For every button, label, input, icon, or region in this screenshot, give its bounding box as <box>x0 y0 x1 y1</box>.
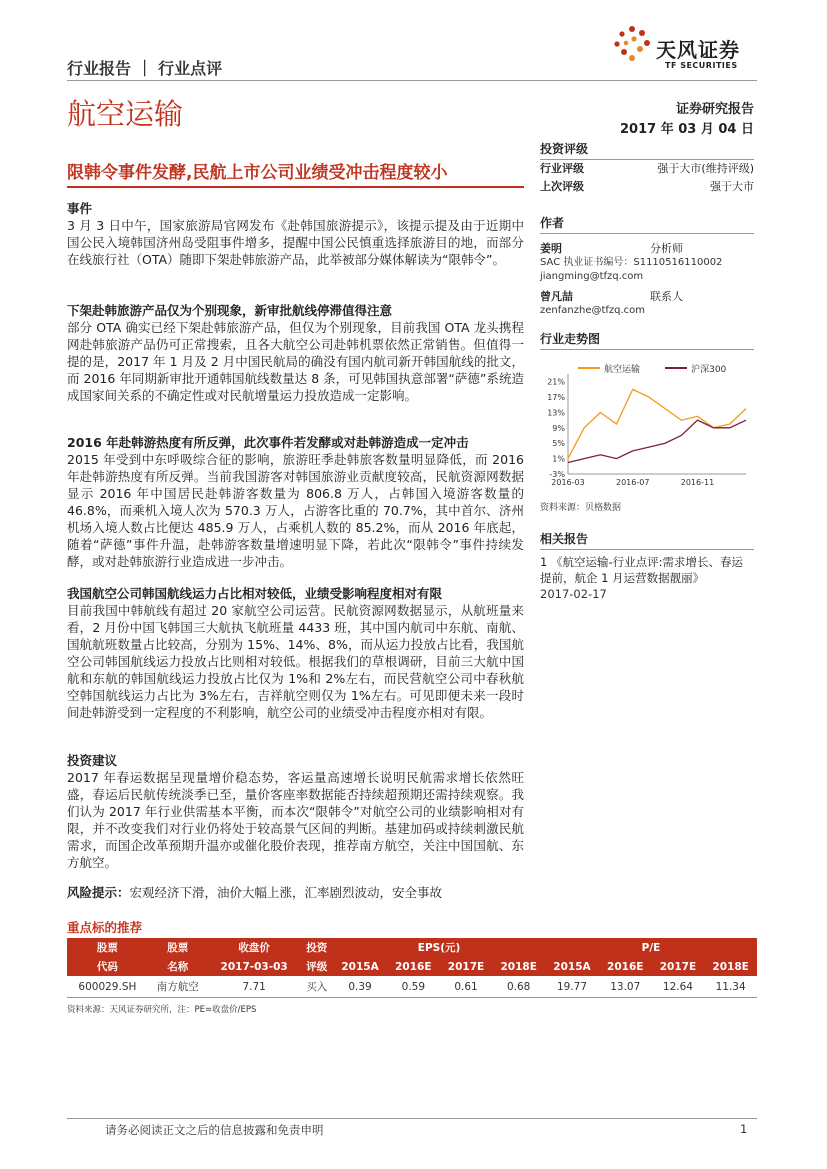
table-cell: 600029.SH <box>67 976 148 998</box>
trend-chart <box>540 352 754 497</box>
section-capacity <box>67 585 524 721</box>
author-email[interactable]: zenfanzhe@tfzq.com <box>540 305 646 316</box>
table-cell: 南方航空 <box>148 976 208 998</box>
table-cell: 0.61 <box>440 976 493 998</box>
section-heading: 投资建议 <box>67 753 118 768</box>
table-header: 股票 <box>148 938 208 957</box>
table-header: 2017E <box>440 957 493 976</box>
tf-logo-icon <box>612 24 654 66</box>
table-cell: 13.07 <box>599 976 652 998</box>
stocks-table <box>67 938 757 998</box>
table-header: 2016E <box>599 957 652 976</box>
table-header: 2017-03-03 <box>208 957 301 976</box>
x-tick-label: 2016-11 <box>680 478 715 487</box>
author-card <box>540 240 754 284</box>
author-name: 姜明 <box>540 242 562 255</box>
author-name-row <box>540 240 754 256</box>
previous-rating-row <box>540 178 754 196</box>
section-text: 3 月 3 日中午，国家旅游局官网发布《赴韩国旅游提示》，该提示提及由于近期中国公民入境韩国济州岛受阻事件增多，提醒中国公民慎重选择旅游目的地，而部分在线旅行社（OTA）随即下架赴韩旅游产品，此举被部分媒体解读为“限韩令”。 <box>67 218 524 267</box>
table-note: 资料来源：天风证券研究所，注：PE=收盘价/EPS <box>67 1005 257 1015</box>
author-cert: SAC 执业证书编号：S1110516110002 <box>540 257 723 268</box>
author-role: 联系人 <box>650 290 683 303</box>
legend-label: 沪深300 <box>691 364 727 375</box>
section-text: 目前我国中韩航线有超过 20 家航空公司运营。民航资源网数据显示，从航班量来看，2 月份中国飞韩国三大航执飞航班量 4433 班，其中国内航司中东航、南航、国航航班数量占比较高，分别为 15%、14%、8%，而从运力投放占比看，我国航空公司韩国航线运力投放占比则相对较低。根据我们的草根调研，目前三大航中国航和东航的韩国航线运力投放占比仅为 1%和 2%左右，而民营航空公司中春秋航空韩国航线运力占比为 3%左右，吉祥航空则仅为 1%左右。可见即便未来一段时间赴韩游受到一定程度的不利影响，航空公司的业绩受冲击程度亦相对有限。 <box>67 603 524 720</box>
table-header: EPS(元) <box>333 938 545 957</box>
table-cell: 19.77 <box>545 976 599 998</box>
rating-panel <box>540 140 754 196</box>
table-header: 名称 <box>148 957 208 976</box>
trend-panel <box>540 330 754 350</box>
y-tick-label: 5% <box>552 439 565 449</box>
section-event <box>67 200 524 268</box>
author-card <box>540 288 754 318</box>
section-text: 部分 OTA 确实已经下架赴韩旅游产品，但仅为个别现象，目前我国 OTA 龙头携程网赴韩旅游产品仍可正常搜索，且各大航空公司赴韩机票依然正常销售。但值得一提的是，2017 年 1 月及 2 月中国民航局的确没有国内航司新开韩国航线的批文，而 2016 年同期新审批开通韩国航线数量达 8 条，可见韩国执意部署“萨德”系统造成国家间关系的不确定性或对民航增量运力投放造成一定影响。 <box>67 320 524 403</box>
brand-subtitle: TF SECURITIES <box>665 61 738 70</box>
industry-title: 航空运输 <box>67 97 184 131</box>
risk-text: 宏观经济下滑，油价大幅上涨，汇率剧烈波动，安全事故 <box>129 885 443 900</box>
table-row <box>67 976 757 998</box>
table-header: 2017E <box>652 957 705 976</box>
author-email[interactable]: jiangming@tfzq.com <box>540 271 644 282</box>
title-divider <box>67 186 524 188</box>
report-date: 2017 年 03 月 04 日 <box>620 122 754 137</box>
related-heading: 相关报告 <box>540 530 754 550</box>
table-header: 2018E <box>704 957 757 976</box>
table-header-row <box>67 938 757 957</box>
x-tick-label: 2016-07 <box>616 478 650 487</box>
table-header: 2015A <box>333 957 387 976</box>
footer-divider <box>67 1118 757 1119</box>
author-name: 曾凡喆 <box>540 290 573 303</box>
industry-rating-value: 强于大市(维持评级) <box>657 162 754 175</box>
table-header: 2016E <box>387 957 440 976</box>
y-tick-label: 21% <box>547 377 565 387</box>
section-advice <box>67 752 524 871</box>
risk-note <box>67 884 524 901</box>
table-header: 收盘价 <box>208 938 301 957</box>
section-heading: 下架赴韩旅游产品仅为个别现象，新审批航线停滞值得注意 <box>67 303 393 318</box>
trend-plot <box>540 368 754 498</box>
table-header: 2018E <box>492 957 545 976</box>
table-header: 股票 <box>67 938 148 957</box>
brand-name: 天风证券 <box>656 38 740 62</box>
legend-label: 航空运输 <box>604 364 641 375</box>
y-tick-label: 9% <box>552 423 565 433</box>
table-cell: 11.34 <box>704 976 757 998</box>
report-kind: 证券研究报告 <box>675 102 754 117</box>
report-title: 限韩令事件发酵,民航上市公司业绩受冲击程度较小 <box>67 163 448 183</box>
table-header: 2015A <box>545 957 599 976</box>
authors-heading: 作者 <box>540 214 754 234</box>
report-category: 行业报告 ｜ 行业点评 <box>67 59 223 78</box>
table-header: 评级 <box>301 957 334 976</box>
previous-rating-value: 强于大市 <box>710 180 754 193</box>
related-report-date: 2017-02-17 <box>540 587 607 601</box>
section-heading: 我国航空公司韩国航线运力占比相对较低，业绩受影响程度相对有限 <box>67 586 443 601</box>
risk-label: 风险提示： <box>67 885 130 900</box>
section-tourism <box>67 434 524 570</box>
section-heading: 事件 <box>67 201 93 216</box>
y-tick-label: 17% <box>547 393 565 403</box>
table-cell: 0.39 <box>333 976 387 998</box>
trend-heading: 行业走势图 <box>540 330 754 350</box>
table-cell: 买入 <box>301 976 334 998</box>
series-line-1 <box>568 389 746 458</box>
table-cell: 7.71 <box>208 976 301 998</box>
table-header: 代码 <box>67 957 148 976</box>
section-heading: 2016 年赴韩游热度有所反弹，此次事件若发酵或对赴韩游造成一定冲击 <box>67 435 469 450</box>
table-title: 重点标的推荐 <box>67 920 143 935</box>
rating-heading: 投资评级 <box>540 140 754 160</box>
y-tick-label: 1% <box>552 454 565 464</box>
author-role: 分析师 <box>650 242 683 255</box>
header-divider <box>67 80 757 81</box>
table-header: 投资 <box>301 938 334 957</box>
table-header: P/E <box>545 938 757 957</box>
x-tick-label: 2016-03 <box>551 478 585 487</box>
table-cell: 0.59 <box>387 976 440 998</box>
table-header-row <box>67 957 757 976</box>
table-cell: 0.68 <box>492 976 545 998</box>
industry-rating-label: 行业评级 <box>540 162 584 175</box>
y-tick-label: -3% <box>549 470 565 479</box>
section-text: 2017 年春运数据呈现量增价稳态势，客运量高速增长说明民航需求增长依然旺盛，春运后民航传统淡季已至，量价客座率数据能否持续超预期还需持续观察。我们认为 2017 年行业供需基本平衡，而本次“限韩令”对航空公司的业绩影响相对有限，并不改变我们对行业仍将处于较高景气区间的判断。基建加码或持续刺激民航需求，而国企改革预期升温亦或催化股价表现，推荐南方航空，关注中国国航、东方航空。 <box>67 770 524 870</box>
footer-disclaimer: 请务必阅读正文之后的信息披露和免责申明 <box>105 1123 324 1137</box>
trend-source: 资料来源：贝格数据 <box>540 503 622 513</box>
related-report-link[interactable]: 1 《航空运输-行业点评:需求增长、春运提前，航企 1 月运营数据靓丽》 <box>540 555 743 585</box>
table-cell: 12.64 <box>652 976 705 998</box>
y-tick-label: 13% <box>547 408 565 418</box>
section-ota <box>67 302 524 404</box>
author-name-row <box>540 288 754 304</box>
authors-panel <box>540 214 754 318</box>
previous-rating-label: 上次评级 <box>540 180 584 193</box>
related-panel <box>540 530 754 602</box>
industry-rating-row <box>540 160 754 178</box>
section-text: 2015 年受到中东呼吸综合征的影响，旅游旺季赴韩旅客数量明显降低，而 2016 年赴韩游热度有所反弹。当前我国游客对韩国旅游业贡献度较高，民航资源网数据显示 2016 年中国居民赴韩游客数量为 806.8 万人，占韩国入境游客数量的 46.8%，而乘机入境人次为 570.3 万人，占游客比重的 70.7%，其中首尔、济州机场入境人数占比便达 485.9 万人，占乘机人数的 85.2%，而从 2016 年底起，随着“萨德”事件升温，赴韩游客数量增速明显下降，若此次“限韩令”事件持续发酵，或对赴韩旅游行业造成进一步冲击。 <box>67 452 524 569</box>
page-number: 1 <box>740 1122 748 1136</box>
